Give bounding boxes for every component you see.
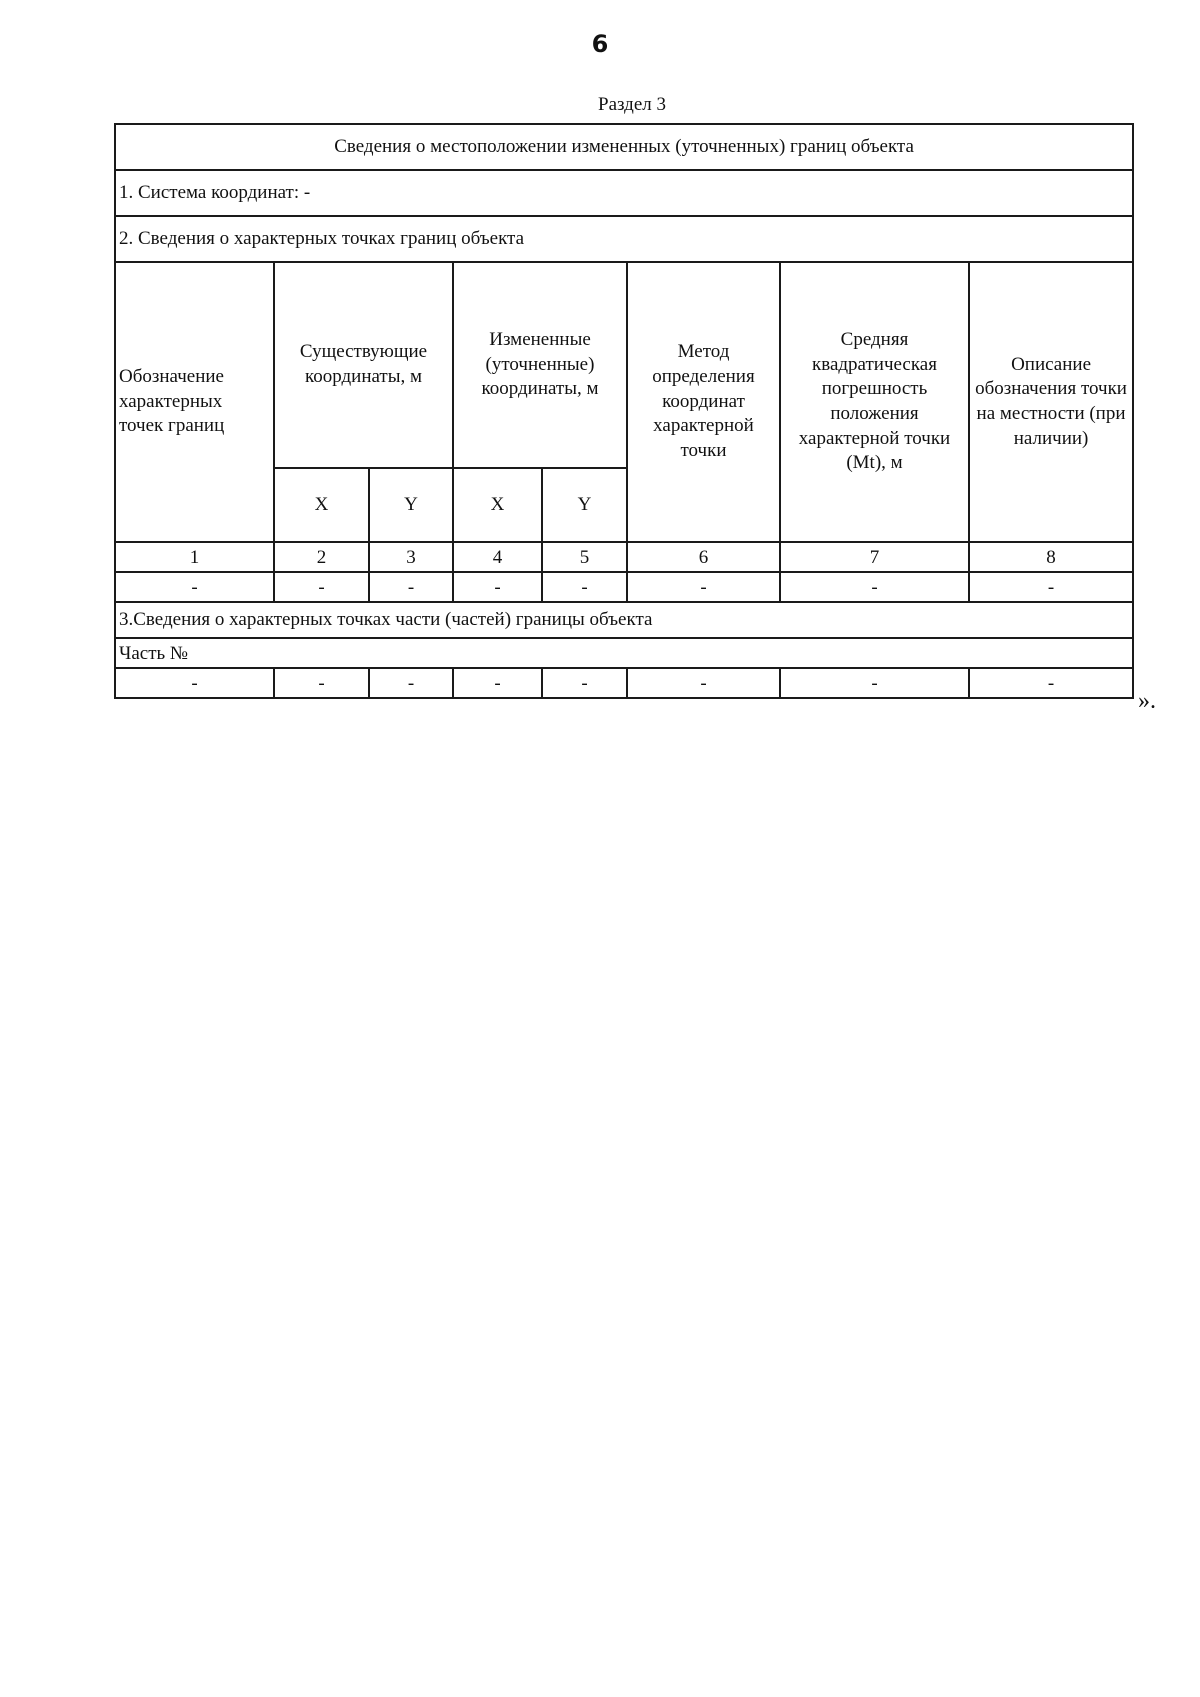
- column-number: 5: [542, 542, 627, 572]
- table-cell: -: [542, 572, 627, 602]
- closing-quote-mark: ».: [1138, 688, 1156, 714]
- table-cell: -: [115, 572, 274, 602]
- header-designation: Обозначение характерных точек границ: [115, 262, 274, 542]
- section-table-container: [114, 123, 1132, 699]
- parts-heading-row: [115, 602, 1133, 638]
- table-cell: -: [627, 668, 780, 698]
- part-label: Часть №: [115, 638, 1133, 668]
- coord-system-row: [115, 170, 1133, 216]
- part-label-row: [115, 638, 1133, 668]
- header-description: Описание обозначения точки на местности (при наличии): [969, 262, 1133, 542]
- column-number: 1: [115, 542, 274, 572]
- points-heading-row: [115, 216, 1133, 262]
- header-changed-y: Y: [542, 468, 627, 542]
- table-cell: -: [627, 572, 780, 602]
- table-cell: -: [115, 668, 274, 698]
- table-title-row: [115, 124, 1133, 170]
- header-changed-x: X: [453, 468, 542, 542]
- table-cell: -: [274, 572, 369, 602]
- column-number: 7: [780, 542, 969, 572]
- table-cell: -: [969, 668, 1133, 698]
- section-table: [114, 123, 1134, 699]
- points-heading: 2. Сведения о характерных точках границ объекта: [115, 216, 1133, 262]
- header-existing-coords: Существующие координаты, м: [274, 262, 453, 468]
- parts-heading: 3.Сведения о характерных точках части (частей) границы объекта: [115, 602, 1133, 638]
- header-method: Метод определения координат характерной точки: [627, 262, 780, 542]
- column-number-row: [115, 542, 1133, 572]
- table-cell: -: [369, 668, 453, 698]
- column-number: 2: [274, 542, 369, 572]
- column-number: 8: [969, 542, 1133, 572]
- table-row: [115, 668, 1133, 698]
- page-number: 6: [591, 30, 609, 58]
- table-cell: -: [780, 572, 969, 602]
- table-cell: -: [453, 668, 542, 698]
- header-row: [115, 262, 1133, 468]
- table-title: Сведения о местоположении измененных (уточненных) границ объекта: [115, 124, 1133, 170]
- section-label: Раздел 3: [598, 94, 666, 115]
- table-cell: -: [369, 572, 453, 602]
- column-number: 4: [453, 542, 542, 572]
- column-number: 6: [627, 542, 780, 572]
- coord-system: 1. Система координат: -: [115, 170, 1133, 216]
- table-cell: -: [780, 668, 969, 698]
- header-existing-y: Y: [369, 468, 453, 542]
- table-cell: -: [274, 668, 369, 698]
- header-changed-coords: Измененные (уточненные) координаты, м: [453, 262, 627, 468]
- header-error: Средняя квадратическая погрешность положения характерной точки (Mt), м: [780, 262, 969, 542]
- header-existing-x: X: [274, 468, 369, 542]
- table-cell: -: [453, 572, 542, 602]
- table-cell: -: [542, 668, 627, 698]
- column-number: 3: [369, 542, 453, 572]
- table-row: [115, 572, 1133, 602]
- table-cell: -: [969, 572, 1133, 602]
